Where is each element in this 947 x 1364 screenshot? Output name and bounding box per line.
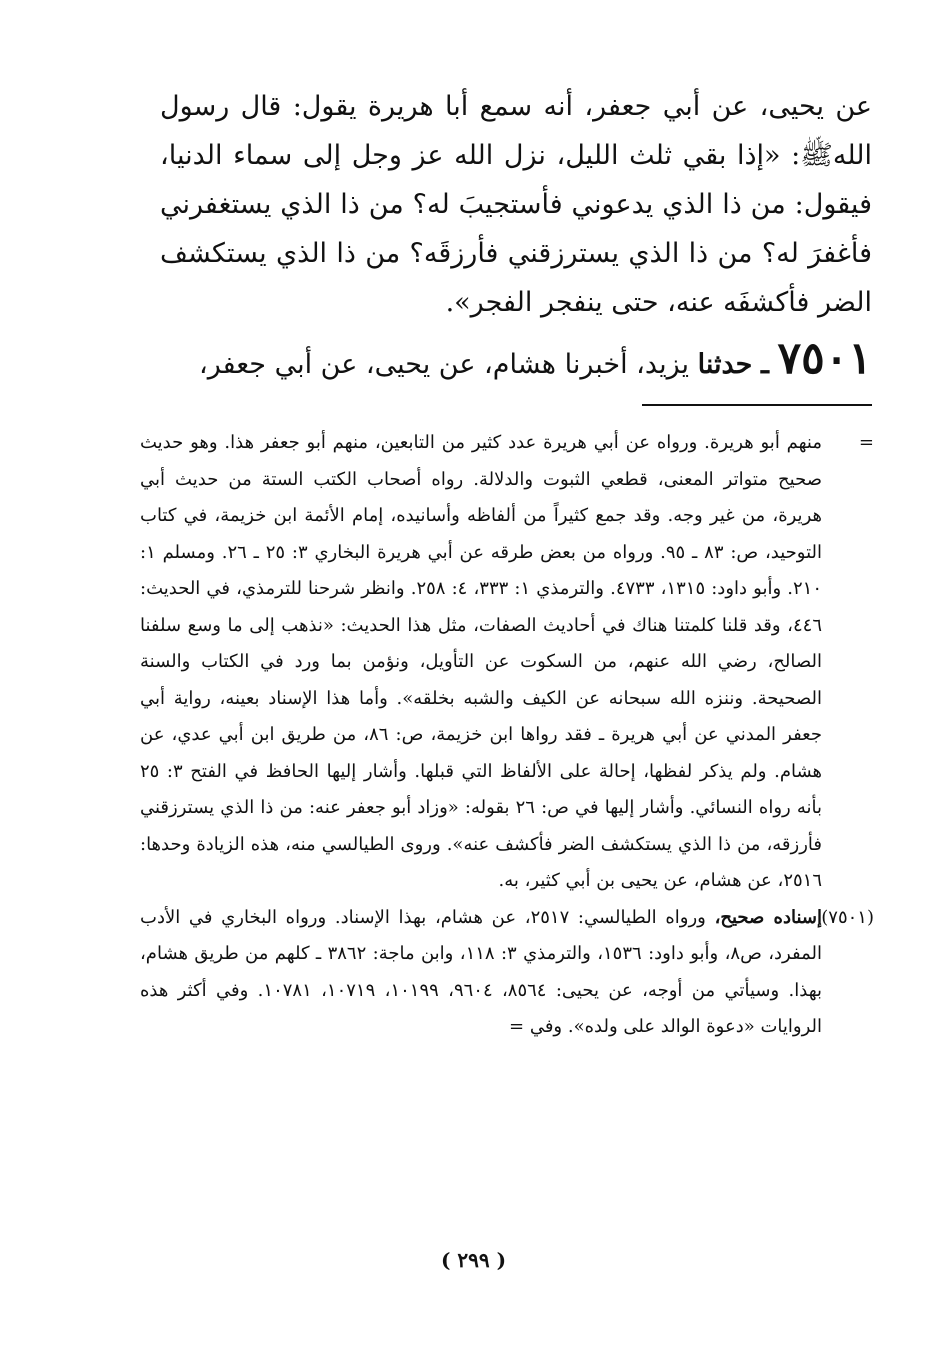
footnote-7501-body — [140, 900, 822, 1046]
hadith-number: ٧٥٠١ — [777, 333, 872, 384]
hadith-7500-text: عن يحيى، عن أبي جعفر، أنه سمع أبا هريرة يقول: قال رسول اللهﷺ: «إذا بقي ثلث الليل، نزل الله عز وجل إلى سماء الدنيا، فيقول: من ذا الذي يدعوني فأستجيبَ له؟ من ذا الذي يستغفرني فأغفرَ له؟ من ذا الذي يسترزقني فأرزقَه؟ من ذا الذي يستكشف الضر فأكشفَه عنه، حتى ينفجر الفجر». — [160, 91, 872, 318]
footnote-title: إسناده صحيح، — [714, 906, 822, 928]
footnote-continuation-text: منهم أبو هريرة. ورواه عن أبي هريرة عدد كثير من التابعين، منهم أبو جعفر هذا. وهو حديث صحيح متواتر المعنى، قطعي الثبوت والدلالة. رواه أصحاب الكتب الستة من حديث أبي هريرة، من غير وجه. وقد جمع كثيراً من ألفاظه وأسانيده، إمام الأئمة ابن خزيمة، في كتاب التوحيد، ص: ٨٣ ـ ٩٥. ورواه من بعض طرقه عن أبي هريرة البخاري ٣: ٢٥ ـ ٢٦. ومسلم ١: ٢١٠. وأبو داود: ١٣١٥، ٤٧٣٣. والترمذي ١: ٣٣٣، ٤: ٢٥٨. وانظر شرحنا للترمذي، في الحديث: ٤٤٦، وقد قلنا كلمتنا هناك في أحاديث الصفات، مثل هذا الحديث: «نذهب إلى ما وسع سلفنا الصالح، رضي الله عنهم، من السكوت عن التأويل، ونؤمن بما ورد في الكتاب والسنة الصحيحة. وننزه الله سبحانه عن الكيف والشبه بخلقه». وأما هذا الإسناد بعينه، رواية أبي جعفر المدني عن أبي هريرة ـ فقد رواها ابن خزيمة، ص: ٨٦، من طريق ابن أبي عدي، عن هشام. ولم يذكر لفظها، إحالة على الألفاظ التي قبلها. وأشار إليها الحافظ في الفتح ٣: ٢٥ بأنه رواه النسائي. وأشار إليها في ص: ٢٦ بقوله: «وزاد أبو جعفر عنه: من ذا الذي يسترزقني فأرزقه، من ذا الذي يستكشف الضر فأكشف عنه». وروى الطيالسي منه، هذه الزيادة وحدها: ٢٥١٦، عن هشام، عن يحيى بن أبي كثير، به. — [140, 432, 823, 891]
continuation-marker: = — [858, 432, 874, 453]
footnotes — [140, 425, 874, 1046]
footnote-separator — [642, 404, 872, 406]
footnote-7501 — [140, 900, 874, 1046]
footnote-7501-text: ورواه الطيالسي: ٢٥١٧، عن هشام، بهذا الإسناد. ورواه البخاري في الأدب المفرد، ص٨، وأبو داود: ١٥٣٦، والترمذي ٣: ١١٨، وابن ماجة: ٣٨٦٢ ـ كلهم من طريق هشام، بهذا. وسيأتي من أوجه، عن يحيى: ٨٥٦٤، ٩٦٠٤، ١٠١٩٩، ١٠٧١٩، ١٠٧٨١. وفي أكثر هذه الروايات «دعوة الوالد على ولده». وفي — [140, 906, 822, 1037]
main-text — [160, 82, 872, 391]
hadith-7501-opening — [160, 333, 872, 391]
footnote-continuation — [140, 425, 874, 900]
hadith-isnad: يزيد، أخبرنا هشام، عن يحيى، عن أبي جعفر، — [199, 349, 689, 380]
hadith-dash: ـ — [760, 349, 769, 380]
footnote-marker: (٧٥٠١) — [821, 906, 874, 928]
footnote-end-marker: = — [509, 1016, 525, 1037]
page-number: ( ٢٩٩ ) — [440, 1248, 507, 1272]
hadith-haddathana: حدثنا — [697, 349, 753, 380]
